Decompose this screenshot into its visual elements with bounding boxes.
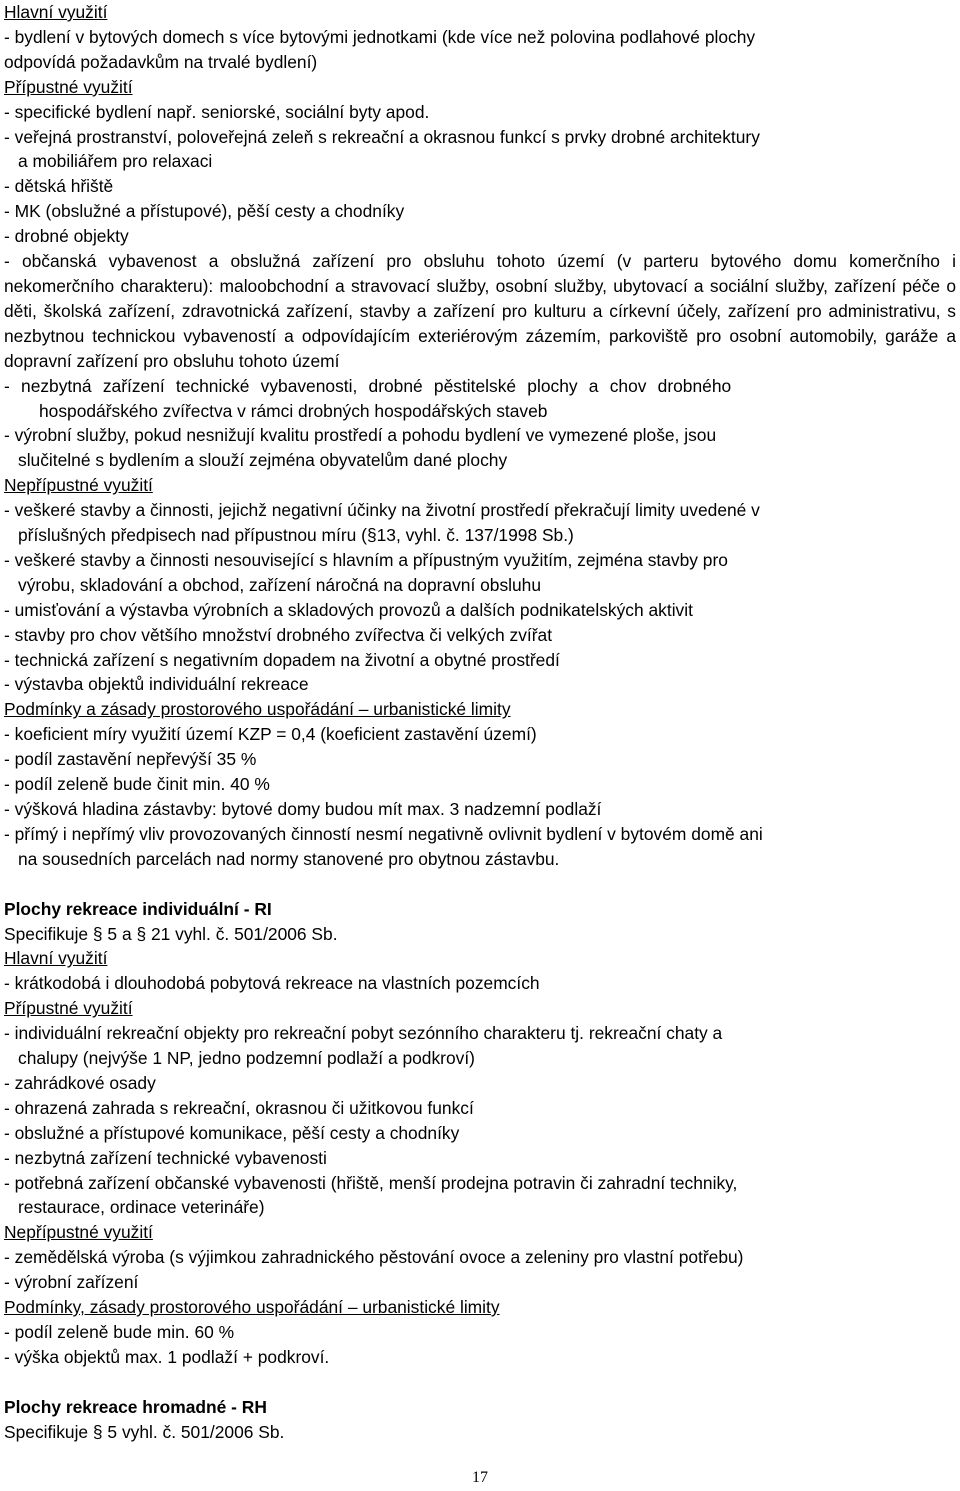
ri-line: - krátkodobá i dlouhodobá pobytová rekreace na vlastních pozemcích xyxy=(4,973,540,994)
housing-line: - výstavba objektů individuální rekreace xyxy=(4,674,309,695)
housing-line: - veškeré stavby a činnosti nesouvisející s hlavním a přípustným využitím, zejména stavby pro xyxy=(4,549,728,570)
housing-line: - veškeré stavby a činnosti, jejichž negativní účinky na životní prostředí překračují limity uvedené v xyxy=(4,500,760,521)
ri-heading: Přípustné využití xyxy=(4,998,133,1019)
housing-line: - koeficient míry využití území KZP = 0,4 (koeficient zastavění území) xyxy=(4,724,537,745)
spacer xyxy=(4,1370,956,1395)
spacer xyxy=(4,872,956,897)
ri-line: - zahrádkové osady xyxy=(4,1072,156,1093)
housing-heading: Podmínky a zásady prostorového uspořádání – urbanistické limity xyxy=(4,699,511,720)
ri-line: - nezbytná zařízení technické vybavenosti xyxy=(4,1147,327,1168)
housing-line: a mobiliářem pro relaxaci xyxy=(18,151,213,172)
housing-heading: Nepřípustné využití xyxy=(4,475,153,496)
ri-heading: Hlavní využití xyxy=(4,948,108,969)
housing-line: - technická zařízení s negativním dopadem na životní a obytné prostředí xyxy=(4,649,560,670)
section-ri-body xyxy=(4,922,956,1370)
ri-line: - podíl zeleně bude min. 60 % xyxy=(4,1322,235,1343)
housing-line: - výšková hladina zástavby: bytové domy budou mít max. 3 nadzemní podlaží xyxy=(4,799,602,819)
housing-line: - podíl zeleně bude činit min. 40 % xyxy=(4,774,270,795)
technical-facilities-line-2: hospodářského zvířectva v rámci drobných hospodářských staveb xyxy=(39,400,548,421)
housing-line: - drobné objekty xyxy=(4,226,129,247)
housing-line: - přímý i nepřímý vliv provozovaných činností nesmí negativně ovlivnit bydlení v bytovém domě ani xyxy=(4,823,763,844)
housing-line: - veřejná prostranství, poloveřejná zeleň s rekreační a okrasnou funkcí s prvky drobné architektury xyxy=(4,126,760,147)
section-title-rh: Plochy rekreace hromadné - RH xyxy=(4,1396,267,1417)
document-page xyxy=(4,0,956,1445)
housing-heading: Přípustné využití xyxy=(4,76,133,97)
housing-line: - MK (obslužné a přístupové), pěší cesty a chodníky xyxy=(4,201,405,222)
housing-block-restrictions xyxy=(4,423,956,871)
ri-line: chalupy (nejvýše 1 NP, jedno podzemní podlaží a podkroví) xyxy=(18,1048,475,1069)
civic-amenities-paragraph: - občanská vybavenost a obslužná zařízení pro obsluhu tohoto území (v parteru bytového domu komerčního i nekomerčního charakteru): maloobchodní a stravovací služby, osobní služby, ubytovací a sociální služby, zařízení péče o děti, školská zařízení, zdravotnická zařízení, stavby a zařízení pro kulturu a církevní účely, zařízení pro administrativu, s nezbytnou technickou vybaveností a odpovídajícím exteriérovým zázemím, parkoviště pro osobní automobily, garáže a dopravní zařízení pro obsluhu tohoto území xyxy=(4,251,956,371)
housing-line: odpovídá požadavkům na trvalé bydlení) xyxy=(4,51,318,72)
technical-facilities-line: - nezbytná zařízení technické vybavenosti, drobné pěstitelské plochy a chov drobného xyxy=(4,375,732,396)
housing-line: - dětská hřiště xyxy=(4,176,114,197)
ri-line: - výrobní zařízení xyxy=(4,1272,139,1293)
ri-line: - individuální rekreační objekty pro rekreační pobyt sezónního charakteru tj. rekreační chaty a xyxy=(4,1023,723,1044)
ri-line: - ohrazená zahrada s rekreační, okrasnou či užitkovou funkcí xyxy=(4,1097,474,1118)
ri-line: - obslužné a přístupové komunikace, pěší cesty a chodníky xyxy=(4,1122,460,1143)
housing-line: - stavby pro chov většího množství drobného zvířectva či velkých zvířat xyxy=(4,624,553,645)
housing-line: výrobu, skladování a obchod, zařízení náročná na dopravní obsluhu xyxy=(18,574,542,595)
section-rh-body xyxy=(4,1420,956,1445)
housing-line: - umisťování a výstavba výrobních a skladových provozů a dalších podnikatelských aktivit xyxy=(4,599,693,620)
ri-heading: Nepřípustné využití xyxy=(4,1222,153,1243)
housing-line: slučitelné s bydlením a slouží zejména obyvatelům dané plochy xyxy=(18,450,508,471)
section-title-ri: Plochy rekreace individuální - RI xyxy=(4,898,272,919)
ri-line: - výška objektů max. 1 podlaží + podkroví. xyxy=(4,1346,330,1367)
ri-line: - potřebná zařízení občanské vybavenosti (hřiště, menší prodejna potravin či zahradní techniky, xyxy=(4,1172,738,1193)
rh-line: Specifikuje § 5 vyhl. č. 501/2006 Sb. xyxy=(4,1421,285,1442)
housing-line: na sousedních parcelách nad normy stanovené pro obytnou zástavbu. xyxy=(18,848,560,869)
housing-heading: Hlavní využití xyxy=(4,2,108,22)
ri-line: - zemědělská výroba (s výjimkou zahradnického pěstování ovoce a zeleniny pro vlastní potřebu) xyxy=(4,1247,744,1268)
housing-line: příslušných předpisech nad přípustnou míru (§13, vyhl. č. 137/1998 Sb.) xyxy=(18,525,574,546)
ri-line: Specifikuje § 5 a § 21 vyhl. č. 501/2006 Sb. xyxy=(4,923,338,944)
housing-line: - podíl zastavění nepřevýší 35 % xyxy=(4,749,257,770)
housing-line: - bydlení v bytových domech s více bytovými jednotkami (kde více než polovina podlahové plochy xyxy=(4,26,756,47)
housing-line: - specifické bydlení např. seniorské, sociální byty apod. xyxy=(4,101,430,122)
ri-heading: Podmínky, zásady prostorového uspořádání – urbanistické limity xyxy=(4,1297,500,1318)
housing-block-uses xyxy=(4,0,956,249)
ri-line: restaurace, ordinace veterináře) xyxy=(18,1197,265,1218)
housing-line: - výrobní služby, pokud nesnižují kvalitu prostředí a pohodu bydlení ve vymezené ploše, jsou xyxy=(4,425,717,446)
page-number: 17 xyxy=(472,1469,488,1486)
